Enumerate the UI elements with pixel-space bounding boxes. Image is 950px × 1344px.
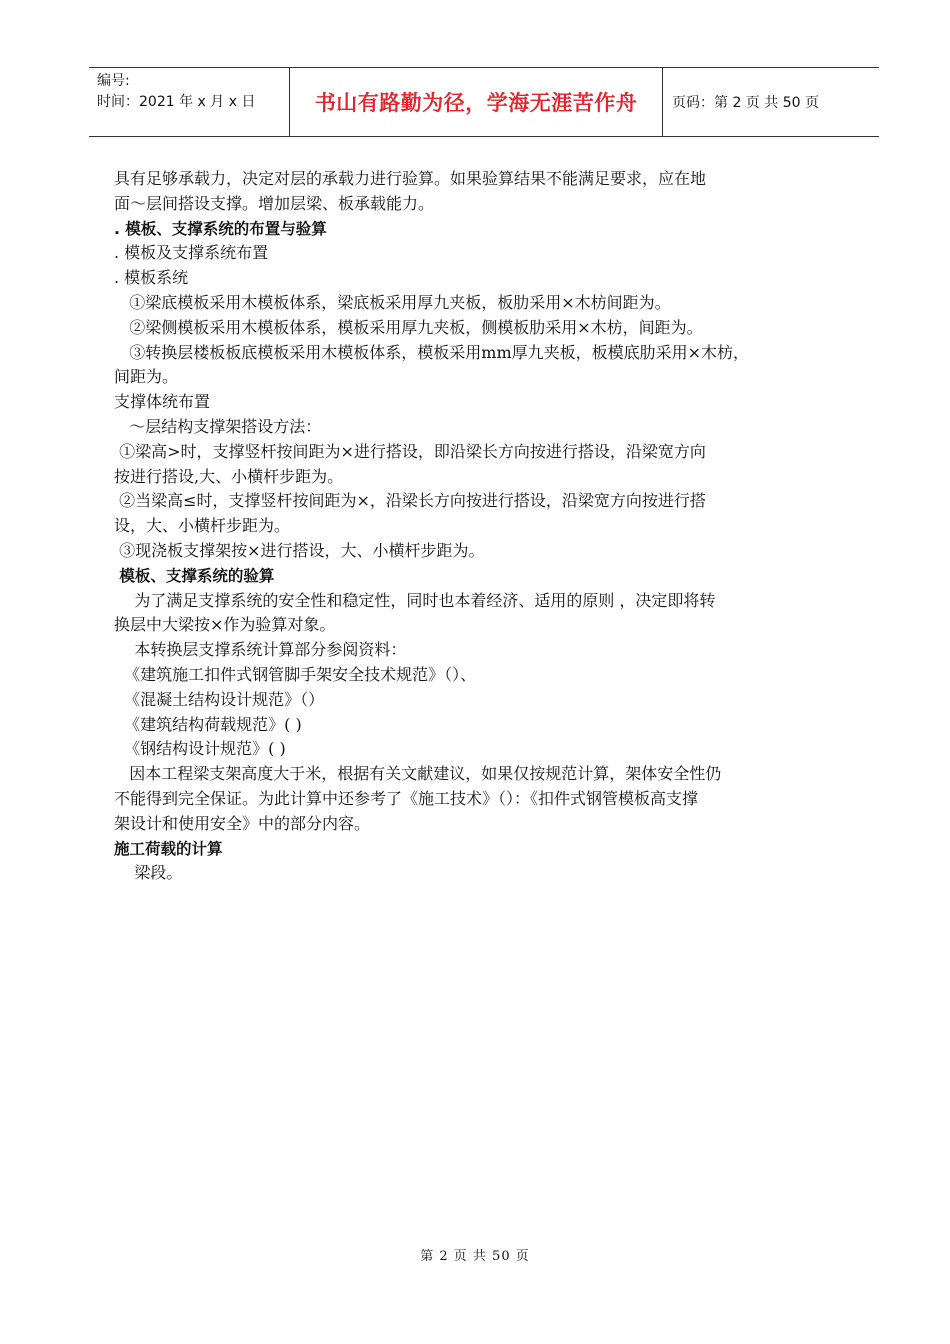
time-label: 时间：2021 年 x 月 x 日	[97, 94, 256, 110]
body-paragraph: 《混凝土结构设计规范》（）	[114, 689, 325, 709]
body-paragraph: 间距为。	[114, 367, 179, 387]
body-paragraph: 按进行搭设,大、小横杆步距为。	[114, 466, 344, 486]
body-paragraph: 支撑体统布置	[114, 392, 211, 412]
body-paragraph: ②当梁高≤时，支撑竖杆按间距为×，沿梁长方向按进行搭设，沿梁宽方向按进行搭	[114, 491, 706, 511]
body-paragraph: 不能得到完全保证。为此计算中还参考了《施工技术》（）：《扣件式钢管模板高支撑	[114, 788, 699, 808]
body-paragraph: . 模板系统	[114, 268, 189, 288]
section-heading: 模板、支撑系统的验算	[114, 566, 275, 585]
header-motto-cell	[290, 68, 663, 136]
header-page-cell	[663, 68, 879, 136]
body-paragraph: 具有足够承载力，决定对层的承载力进行验算。如果验算结果不能满足要求，应在地	[114, 169, 707, 188]
header-meta-cell	[89, 68, 290, 136]
section-heading: 施工荷载的计算	[114, 839, 223, 858]
body-paragraph: 《建筑结构荷载规范》( )	[114, 714, 302, 734]
body-paragraph: ①梁底模板采用木模板体系，梁底板采用厚九夹板，板肋采用×木枋间距为。	[114, 292, 671, 312]
body-paragraph: 本转换层支撑系统计算部分参阅资料：	[114, 640, 407, 660]
body-paragraph: ③现浇板支撑架按×进行搭设，大、小横杆步距为。	[114, 540, 485, 560]
number-label: 编号:	[97, 73, 130, 89]
body-paragraph: . 模板及支撑系统布置	[114, 243, 269, 263]
body-paragraph: 为了满足支撑系统的安全性和稳定性，同时也本着经济、适用的原则 ，决定即将转	[114, 590, 716, 610]
body-paragraph: 面～层间搭设支撑。增加层梁、板承载能力。	[114, 193, 435, 213]
body-paragraph: 设，大、小横杆步距为。	[114, 516, 291, 536]
document-body	[114, 167, 864, 886]
body-paragraph: ①梁高>时，支撑竖杆按间距为×进行搭设，即沿梁长方向按进行搭设，沿梁宽方向	[114, 441, 706, 461]
motto-text: 书山有路勤为径，学海无涯苦作舟	[314, 91, 638, 115]
body-paragraph: 《钢结构设计规范》( )	[114, 739, 286, 759]
body-paragraph: 《建筑施工扣件式钢管脚手架安全技术规范》（）、	[114, 664, 477, 684]
page-footer: 第 2 页 共 50 页	[420, 1249, 530, 1264]
section-heading: . 模板、支撑系统的布置与验算	[114, 219, 327, 238]
page-info: 页码：第 2 页 共 50 页	[672, 95, 819, 111]
body-paragraph: ③转换层楼板板底模板采用木模板体系，模板采用mm厚九夹板，板模底肋采用×木枋，	[114, 342, 750, 362]
body-paragraph: 架设计和使用安全》中的部分内容。	[114, 813, 371, 833]
body-paragraph: ～层结构支撑架搭设方法：	[114, 416, 322, 436]
body-paragraph: 因本工程梁支架高度大于米，根据有关文献建议，如果仅按规范计算，架体安全性仍	[114, 764, 722, 784]
header-table	[89, 67, 879, 137]
body-paragraph: 换层中大梁按×作为验算对象。	[114, 615, 336, 635]
body-paragraph: ②梁侧模板采用木模板体系，模板采用厚九夹板，侧模板肋采用×木枋，间距为。	[114, 317, 703, 337]
body-paragraph: 梁段。	[114, 863, 183, 883]
